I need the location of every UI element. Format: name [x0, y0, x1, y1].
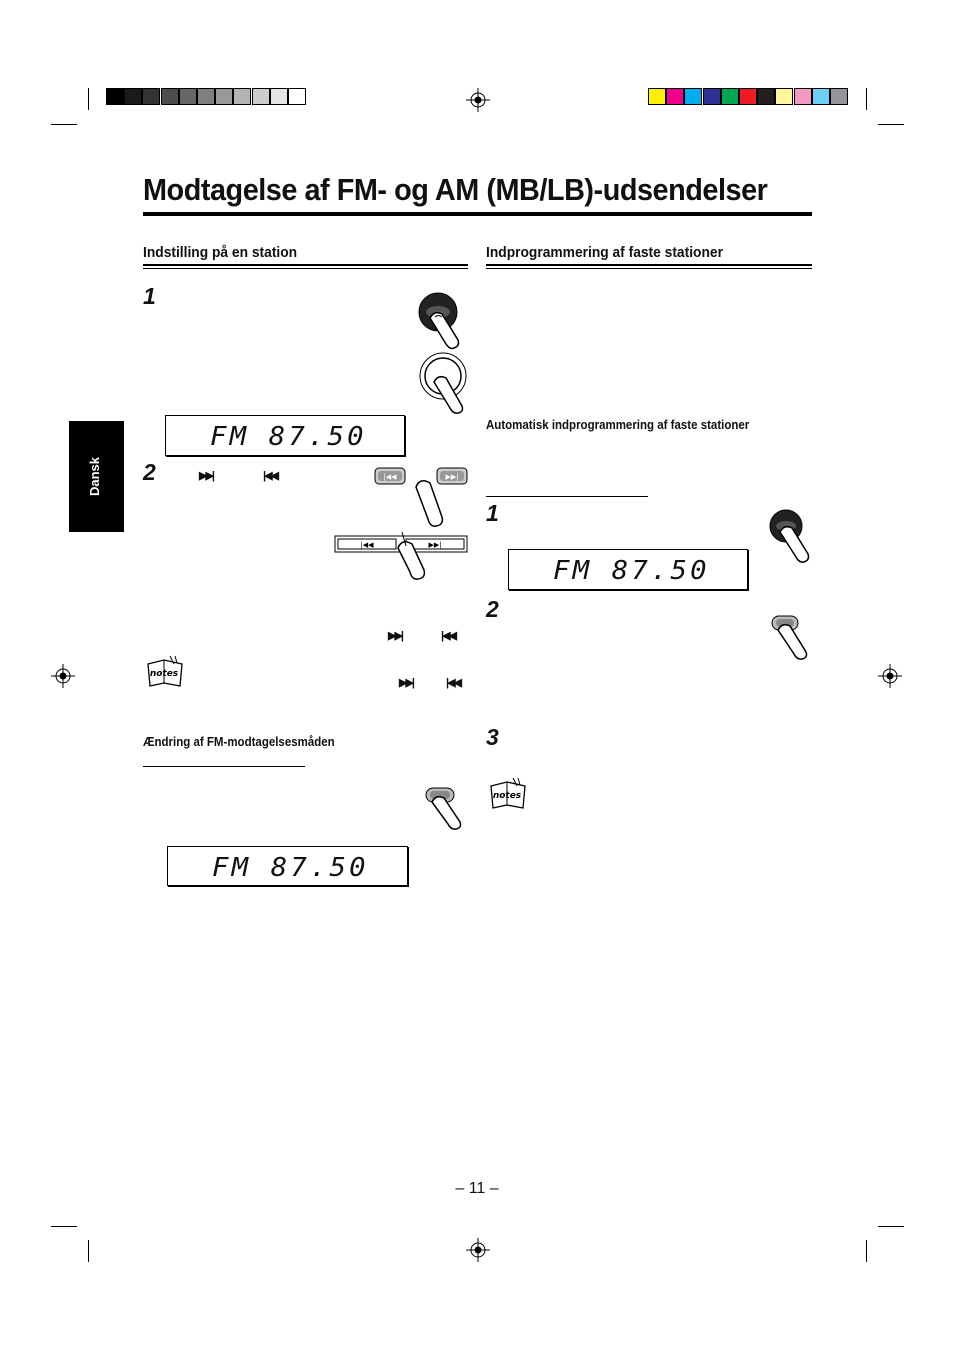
page-number: – 11 –	[455, 1180, 499, 1197]
svg-text:notes: notes	[149, 669, 179, 679]
hand-press-button-icon	[410, 290, 472, 352]
color-swatch	[288, 88, 306, 105]
left-heading-rule	[143, 264, 468, 269]
color-swatch	[830, 88, 848, 105]
title-rule	[143, 212, 812, 216]
color-swatch	[721, 88, 739, 105]
language-tab	[69, 421, 124, 532]
fast-forward-icon: ▶▶|	[399, 677, 413, 689]
left-subheading: Ændring af FM-modtagelsesmåden	[143, 735, 335, 749]
color-swatch	[142, 88, 160, 105]
right-step-1-number: 1	[486, 500, 499, 526]
color-swatch	[252, 88, 270, 105]
registration-mark-icon	[878, 664, 902, 688]
color-swatch	[703, 88, 721, 105]
rewind-icon: |◀◀	[263, 470, 277, 482]
color-swatch	[812, 88, 830, 105]
color-swatch	[233, 88, 251, 105]
color-swatch	[106, 88, 124, 105]
color-swatch	[648, 88, 666, 105]
right-subheading: Automatisk indprogrammering af faste stationer	[486, 418, 750, 432]
color-swatch	[124, 88, 142, 105]
page-title: Modtagelse af FM- og AM (MB/LB)-udsendelser	[143, 172, 768, 207]
right-step-3-number: 3	[486, 724, 499, 750]
registration-mark-icon	[466, 1238, 490, 1262]
color-swatch	[757, 88, 775, 105]
right-step-2-number: 2	[486, 596, 499, 622]
registration-mark-icon	[466, 88, 490, 112]
color-swatch	[666, 88, 684, 105]
left-step-2-number: 2	[143, 459, 156, 485]
hand-press-button-icon	[424, 784, 470, 830]
color-swatch	[197, 88, 215, 105]
display-frequency-1: FM 87.50	[165, 415, 405, 456]
color-swatch	[775, 88, 793, 105]
svg-text:notes: notes	[492, 791, 522, 801]
display-frequency-2: FM 87.50	[167, 846, 408, 886]
color-swatch	[215, 88, 233, 105]
right-sub-rule	[486, 496, 648, 497]
rewind-button-icon	[374, 467, 406, 485]
color-swatch	[179, 88, 197, 105]
color-swatch	[794, 88, 812, 105]
left-section-heading: Indstilling på en station	[143, 244, 298, 261]
display-frequency-3: FM 87.50	[508, 549, 748, 590]
svg-text:▶▶|: ▶▶|	[428, 541, 442, 549]
hand-press-icon	[408, 473, 448, 529]
registration-mark-icon	[51, 664, 75, 688]
hand-press-icon	[392, 530, 432, 582]
language-tab-label: Dansk	[87, 457, 102, 497]
right-heading-rule	[486, 264, 812, 269]
svg-text:|◀◀: |◀◀	[383, 473, 397, 481]
hand-press-button-icon	[770, 612, 816, 660]
color-swatch	[161, 88, 179, 105]
right-section-heading: Indprogrammering af faste stationer	[486, 244, 723, 261]
hand-turn-dial-icon	[416, 350, 474, 416]
svg-text:|◀◀: |◀◀	[360, 541, 374, 549]
left-sub-rule	[143, 766, 305, 767]
notes-icon	[144, 654, 186, 690]
color-swatch	[270, 88, 288, 105]
hand-press-button-icon	[766, 508, 814, 564]
rewind-icon: |◀◀	[446, 677, 460, 689]
color-swatch	[739, 88, 757, 105]
left-step-1-number: 1	[143, 283, 156, 309]
fast-forward-icon: ▶▶|	[388, 630, 402, 642]
color-swatch	[684, 88, 702, 105]
svg-text:▶▶|: ▶▶|	[445, 473, 459, 481]
notes-icon	[487, 776, 529, 812]
fast-forward-icon: ▶▶|	[199, 470, 213, 482]
rewind-icon: |◀◀	[441, 630, 455, 642]
